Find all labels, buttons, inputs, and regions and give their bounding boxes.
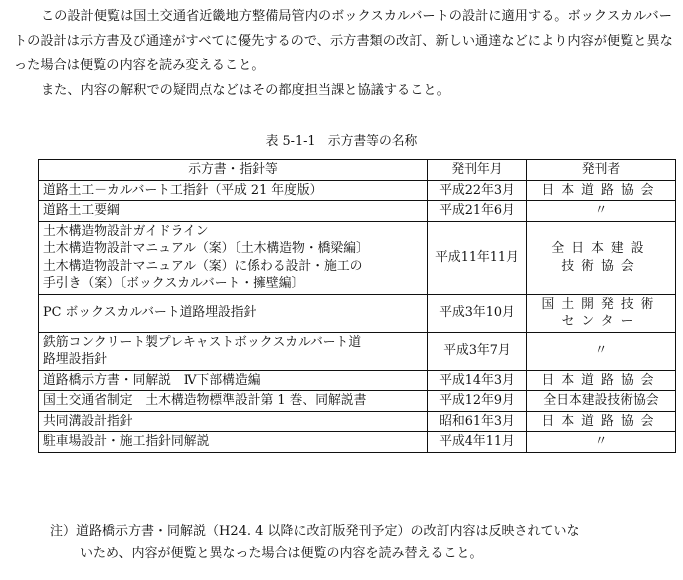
- spec-name-cell: [39, 332, 428, 370]
- table-row: [39, 432, 676, 453]
- publisher-cell: [527, 432, 676, 453]
- specifications-table: [38, 159, 676, 453]
- publisher-line: 〃: [594, 343, 608, 359]
- publisher-line: センター: [561, 314, 641, 329]
- publisher-cell: [527, 391, 676, 412]
- publisher-line: 〃: [594, 434, 608, 449]
- spec-name-line: PC ボックスカルバート道路埋設指針: [43, 305, 257, 321]
- table-row: [39, 391, 676, 412]
- publisher-line: 日本道路協会: [541, 372, 661, 388]
- spec-name-line: 土木構造物設計マニュアル（案）に係わる設計・施工の: [43, 258, 363, 274]
- spec-name-cell: [39, 391, 428, 412]
- table-row: [39, 201, 676, 222]
- table-row: [39, 221, 676, 294]
- spec-name-line: 鉄筋コンクリート製プレキャストボックスカルバート道: [43, 334, 362, 350]
- spec-name-cell: [39, 370, 428, 391]
- table-body: [39, 180, 676, 452]
- spec-name-line: 共同溝設計指針: [43, 413, 133, 429]
- issue-date-cell: 平成3年10月: [428, 294, 527, 332]
- table-row: [39, 370, 676, 391]
- issue-date-cell: 平成21年6月: [428, 201, 527, 222]
- table-row: [39, 411, 676, 432]
- spec-name-line: 道路土工－カルバート工指針（平成 21 年度版）: [43, 182, 323, 198]
- header-name: 示方書・指針等: [39, 160, 428, 181]
- intro-paragraph-1: この設計便覧は国土交通省近畿地方整備局管内のボックスカルバートの設計に適用する。ボックスカルバートの設計は示方書及び通達がすべてに優先するので、示方書類の改訂、新しい通達などにより内容が便覧と異なった場合は便覧の内容を読み変えること。: [14, 9, 673, 73]
- header-publisher: 発刊者: [527, 160, 676, 181]
- spec-name-cell: [39, 201, 428, 222]
- table-row: [39, 180, 676, 201]
- publisher-cell: [527, 370, 676, 391]
- spec-name-line: 手引き（案）〔ボックスカルバート・擁壁編〕: [43, 276, 305, 291]
- spec-name-line: 駐車場設計・施工指針同解説: [43, 434, 210, 449]
- spec-name-cell: [39, 411, 428, 432]
- spec-name-line: 道路土工要綱: [43, 203, 120, 218]
- intro-paragraph-2: また、内容の解釈での疑問点などはその都度担当課と協議すること。: [41, 83, 450, 98]
- spec-name-line: 国土交通省制定 土木構造物標準設計第 1 巻、同解説書: [43, 393, 367, 408]
- issue-date-cell: 平成11年11月: [428, 221, 527, 294]
- publisher-line: 〃: [594, 203, 608, 218]
- spec-name-line: 土木構造物設計マニュアル（案）〔土木構造物・橋梁編〕: [43, 241, 369, 256]
- footnote-line-1: 注）道路橋示方書・同解説（H24. 4 以降に改訂版発刊予定）の改訂内容は反映されていな: [50, 524, 580, 539]
- publisher-cell: [527, 221, 676, 294]
- issue-date-cell: 昭和61年3月: [428, 411, 527, 432]
- publisher-line: 日本道路協会: [541, 413, 661, 429]
- publisher-line: 国土開発技術: [541, 296, 661, 312]
- publisher-line: 全日本建設: [551, 241, 651, 256]
- spec-name-cell: [39, 221, 428, 294]
- publisher-line: 全日本建設技術協会: [543, 393, 659, 408]
- table-row: [39, 294, 676, 332]
- spec-name-line: 土木構造物設計ガイドライン: [43, 223, 209, 239]
- table-row: [39, 332, 676, 370]
- issue-date-cell: 平成3年7月: [428, 332, 527, 370]
- table-header-row: [39, 160, 676, 181]
- publisher-cell: [527, 411, 676, 432]
- issue-date-cell: 平成12年9月: [428, 391, 527, 412]
- spec-name-cell: [39, 180, 428, 201]
- spec-name-line: 道路橋示方書・同解説 Ⅳ下部構造編: [43, 372, 261, 388]
- publisher-line: 技術協会: [561, 258, 641, 274]
- spec-name-cell: [39, 432, 428, 453]
- footnote-line-2: いため、内容が便覧と異なった場合は便覧の内容を読み替えること。: [80, 546, 483, 561]
- footnote: [50, 521, 670, 565]
- publisher-cell: [527, 332, 676, 370]
- issue-date-cell: 平成22年3月: [428, 180, 527, 201]
- issue-date-cell: 平成14年3月: [428, 370, 527, 391]
- publisher-cell: [527, 180, 676, 201]
- issue-date-cell: 平成4年11月: [428, 432, 527, 453]
- header-date: 発刊年月: [428, 160, 527, 181]
- publisher-line: 日本道路協会: [541, 182, 661, 198]
- table-caption: 表 5-1-1 示方書等の名称: [265, 134, 418, 149]
- spec-name-line: 路埋設指針: [43, 352, 107, 367]
- spec-name-cell: [39, 294, 428, 332]
- publisher-cell: [527, 294, 676, 332]
- publisher-cell: [527, 201, 676, 222]
